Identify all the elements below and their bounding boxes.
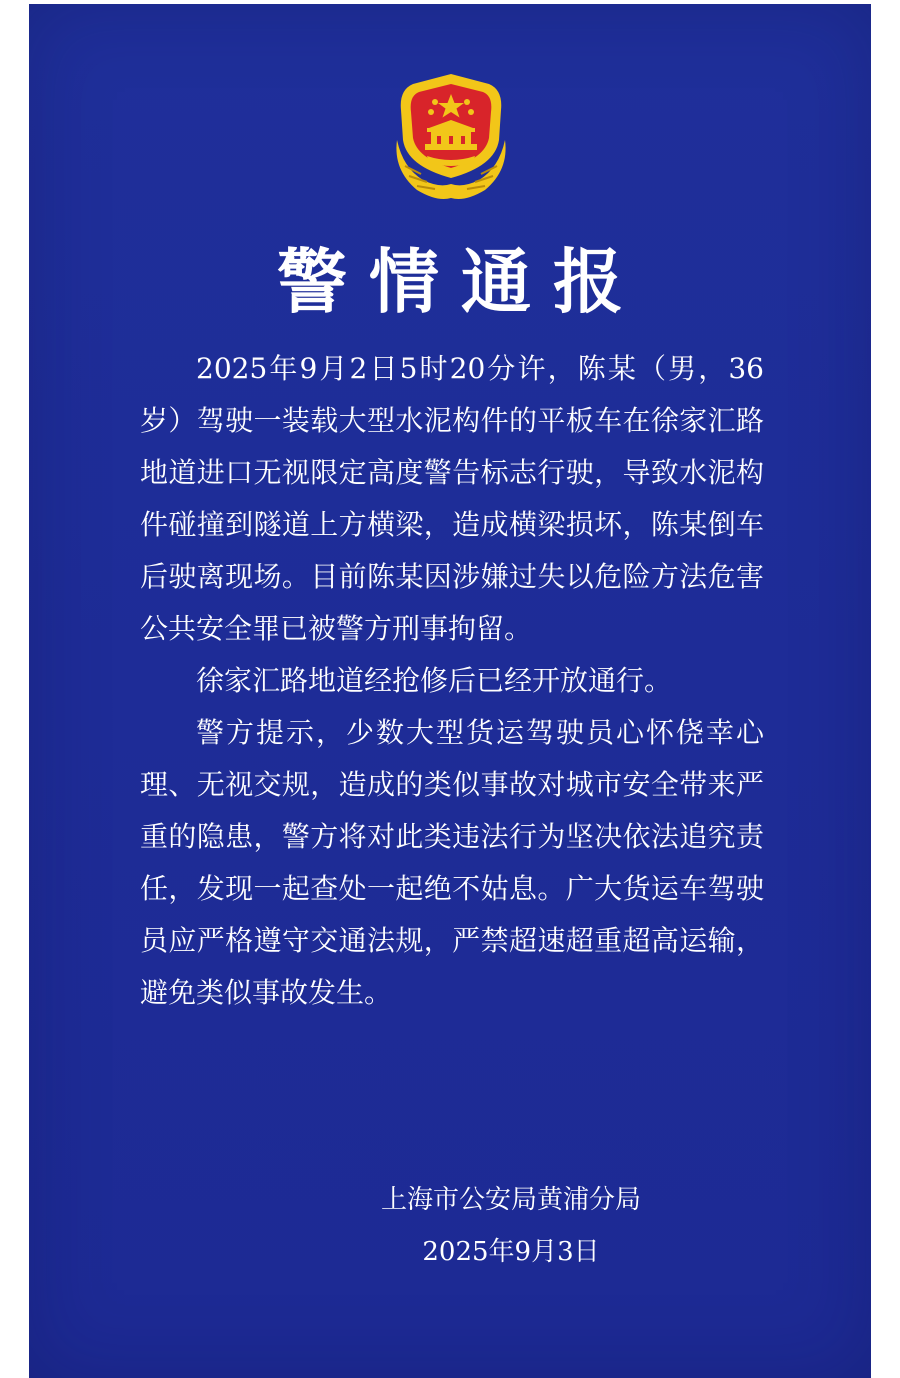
issuer-name: 上海市公安局黄浦分局 <box>380 1185 641 1215</box>
notice-body <box>140 343 764 1019</box>
police-emblem-icon <box>387 70 515 204</box>
issue-date: 2025年9月3日 <box>422 1237 600 1267</box>
notice-title: 警情通报 <box>277 241 645 323</box>
signature-block <box>381 1174 641 1278</box>
paragraph-reopened: 徐家汇路地道经抢修后已经开放通行。 <box>196 664 673 697</box>
paragraph-warning: 警方提示，少数大型货运驾驶员心怀侥幸心理、无视交规，造成的类似事故对城市安全带来严重的隐患，警方将对此类违法行为坚决依法追究责任，发现一起查处一起绝不姑息。广大货运车驾驶员应严格遵守交通法规，严禁超速超重超高运输，避免类似事故发生。 <box>140 716 764 1009</box>
paragraph-incident: 2025年9月2日5时20分许，陈某（男，36岁）驾驶一装载大型水泥构件的平板车在徐家汇路地道进口无视限定高度警告标志行驶，导致水泥构件碰撞到隧道上方横梁，造成横梁损坏，陈某倒车后驶离现场。目前陈某因涉嫌过失以危险方法危害公共安全罪已被警方刑事拘留。 <box>140 352 764 645</box>
notice-poster <box>29 4 871 1378</box>
